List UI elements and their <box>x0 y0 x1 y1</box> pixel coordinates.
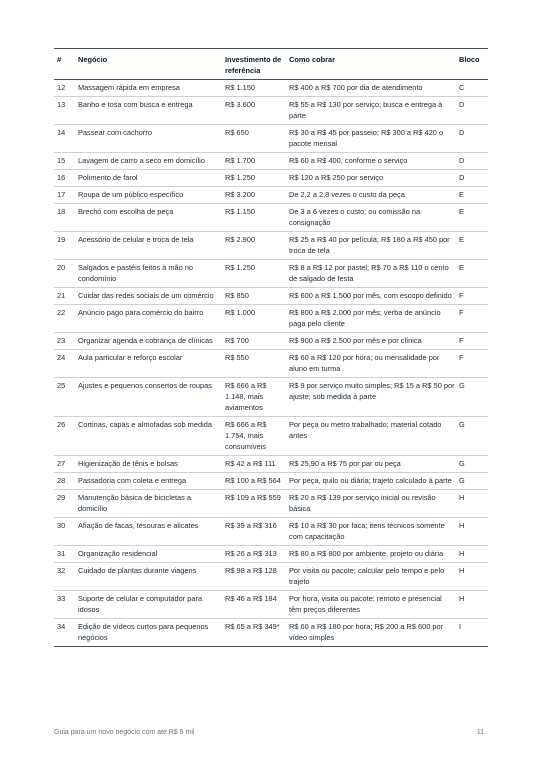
table-row <box>54 187 488 204</box>
table-row <box>54 97 488 125</box>
investment-value: R$ 100 a R$ 564 <box>225 476 281 485</box>
table-row <box>54 490 488 518</box>
row-number: 28 <box>57 476 66 485</box>
business-name: Passear com cachorro <box>78 128 152 137</box>
table-row <box>54 125 488 153</box>
table-row <box>54 563 488 591</box>
row-number: 21 <box>57 291 66 300</box>
block-letter: E <box>459 263 464 272</box>
row-number: 12 <box>57 83 66 92</box>
pricing-method: R$ 60 a R$ 120 por hora; ou mensalidade por aluno em turma <box>289 353 440 373</box>
row-number: 27 <box>57 459 66 468</box>
table-header-row <box>54 49 488 80</box>
investment-value: R$ 1.250 <box>225 173 255 182</box>
pricing-method: R$ 120 a R$ 250 por serviço <box>289 173 384 182</box>
pricing-method: R$ 400 a R$ 700 por dia de atendimento <box>289 83 423 92</box>
table-row <box>54 170 488 187</box>
business-name: Cuidado de plantas durante viagens <box>78 566 197 575</box>
business-name: Suporte de celular e computador para idosos <box>78 594 203 614</box>
block-letter: H <box>459 493 465 502</box>
block-letter: C <box>459 83 465 92</box>
table-row <box>54 546 488 563</box>
investment-value: R$ 1.150 <box>225 83 255 92</box>
table-row <box>54 417 488 456</box>
pricing-method: R$ 60 a R$ 180 por hora; R$ 200 a R$ 600 por vídeo simples <box>289 622 444 642</box>
investment-value: R$ 3.200 <box>225 190 255 199</box>
block-letter: E <box>459 207 464 216</box>
table-row <box>54 473 488 490</box>
block-letter: D <box>459 128 465 137</box>
block-letter: F <box>459 353 464 362</box>
investment-value: R$ 109 a R$ 559 <box>225 493 281 502</box>
table-row <box>54 591 488 619</box>
row-number: 13 <box>57 100 66 109</box>
investment-value: R$ 2.900 <box>225 235 255 244</box>
investment-value: R$ 98 a R$ 128 <box>225 566 277 575</box>
block-letter: F <box>459 336 464 345</box>
pricing-method: Por peça, quilo ou diária; trajeto calculado à parte <box>289 476 452 485</box>
block-letter: D <box>459 100 465 109</box>
block-letter: F <box>459 308 464 317</box>
block-letter: G <box>459 476 465 485</box>
business-name: Salgados e pastéis feitos à mão no condomínio <box>78 263 194 283</box>
table-row <box>54 305 488 333</box>
row-number: 16 <box>57 173 66 182</box>
row-number: 17 <box>57 190 66 199</box>
row-number: 31 <box>57 549 66 558</box>
investment-value: R$ 1.150 <box>225 207 255 216</box>
block-letter: I <box>459 622 462 631</box>
investment-value: R$ 1.000 <box>225 308 255 317</box>
investment-value: R$ 1.700 <box>225 156 255 165</box>
table-row <box>54 288 488 305</box>
row-number: 14 <box>57 128 66 137</box>
row-number: 30 <box>57 521 66 530</box>
business-name: Higienização de tênis e bolsas <box>78 459 178 468</box>
business-name: Cuidar das redes sociais de um comércio <box>78 291 214 300</box>
row-number: 19 <box>57 235 66 244</box>
block-letter: H <box>459 521 465 530</box>
table-row <box>54 619 488 647</box>
business-name: Brechó com escolha de peça <box>78 207 174 216</box>
business-name: Acessório de celular e troca de tela <box>78 235 194 244</box>
block-letter: D <box>459 173 465 182</box>
pricing-method: R$ 25,90 a R$ 75 por par ou peça <box>289 459 401 468</box>
business-name: Polimento de farol <box>78 173 138 182</box>
business-name: Cortinas, capas e almofadas sob medida <box>78 420 212 429</box>
header-number: # <box>57 55 62 64</box>
business-name: Afiação de facas, tesouras e alicates <box>78 521 199 530</box>
footer-page-number: 11 <box>476 729 484 736</box>
pricing-method: R$ 900 a R$ 2.500 por mês e por clínica <box>289 336 422 345</box>
investment-value: R$ 700 <box>225 336 249 345</box>
row-number: 33 <box>57 594 66 603</box>
business-name: Edição de vídeos curtos para pequenos negócios <box>78 622 209 642</box>
table-row <box>54 232 488 260</box>
business-name: Roupa de um público específico <box>78 190 184 199</box>
investment-value: R$ 39 a R$ 316 <box>225 521 277 530</box>
business-name: Ajustes e pequenos consertos de roupas <box>78 381 212 390</box>
block-letter: E <box>459 235 464 244</box>
row-number: 34 <box>57 622 66 631</box>
block-letter: F <box>459 291 464 300</box>
footer-title: Guia para um novo negócio com até R$ 5 mil <box>54 729 195 736</box>
page-content <box>54 48 488 647</box>
header-business: Negócio <box>78 55 108 64</box>
business-name: Banho e tosa com busca e entrega <box>78 100 193 109</box>
investment-value: R$ 666 a R$ 1.148, mais aviamentos <box>225 381 267 412</box>
investment-value: R$ 650 <box>225 128 249 137</box>
pricing-method: Por hora, visita ou pacote; remoto e presencial têm preços diferentes <box>289 594 442 614</box>
pricing-method: R$ 600 a R$ 1.500 por mês, com escopo definido <box>289 291 452 300</box>
row-number: 32 <box>57 566 66 575</box>
business-name: Passadoria com coleta e entrega <box>78 476 187 485</box>
investment-value: R$ 46 a R$ 184 <box>225 594 277 603</box>
business-table <box>54 48 488 647</box>
business-name: Aula particular e reforço escolar <box>78 353 183 362</box>
business-name: Massagem rápida em empresa <box>78 83 180 92</box>
investment-value: R$ 550 <box>225 353 249 362</box>
pricing-method: R$ 8 a R$ 12 por pastel; R$ 70 a R$ 110 o cento de salgado de festa <box>289 263 449 283</box>
table-row <box>54 260 488 288</box>
pricing-method: R$ 55 a R$ 130 por serviço; busca e entrega à parte <box>289 100 443 120</box>
block-letter: H <box>459 566 465 575</box>
row-number: 25 <box>57 381 66 390</box>
pricing-method: De 3 a 6 vezes o custo; ou comissão na consignação <box>289 207 421 227</box>
table-row <box>54 456 488 473</box>
block-letter: G <box>459 459 465 468</box>
business-name: Lavagem de carro a seco em domicílio <box>78 156 205 165</box>
pricing-method: R$ 25 a R$ 40 por película; R$ 180 a R$ 450 por troca de tela <box>289 235 450 255</box>
investment-value: R$ 65 a R$ 349* <box>225 622 280 631</box>
investment-value: R$ 3.600 <box>225 100 255 109</box>
pricing-method: Por peça ou metro trabalhado; material cotado antes <box>289 420 442 440</box>
table-row <box>54 333 488 350</box>
pricing-method: Por visita ou pacote; calcular pelo tempo e pelo trajeto <box>289 566 445 586</box>
block-letter: E <box>459 190 464 199</box>
row-number: 26 <box>57 420 66 429</box>
block-letter: H <box>459 549 465 558</box>
block-letter: D <box>459 156 465 165</box>
row-number: 23 <box>57 336 66 345</box>
table-row <box>54 518 488 546</box>
investment-value: R$ 666 a R$ 1.754, mais consumíveis <box>225 420 267 451</box>
investment-value: R$ 1.250 <box>225 263 255 272</box>
pricing-method: R$ 800 a R$ 2.000 por mês; verba de anúncio paga pelo cliente <box>289 308 441 328</box>
row-number: 15 <box>57 156 66 165</box>
business-name: Manutenção básica de bicicletas a domicílio <box>78 493 191 513</box>
row-number: 29 <box>57 493 66 502</box>
pricing-method: R$ 10 a R$ 30 por faca; itens técnicos somente com capacitação <box>289 521 445 541</box>
table-row <box>54 204 488 232</box>
block-letter: G <box>459 420 465 429</box>
row-number: 22 <box>57 308 66 317</box>
pricing-method: R$ 30 a R$ 45 por passeio; R$ 300 a R$ 420 o pacote mensal <box>289 128 444 148</box>
block-letter: G <box>459 381 465 390</box>
row-number: 20 <box>57 263 66 272</box>
pricing-method: R$ 60 a R$ 400, conforme o serviço <box>289 156 408 165</box>
row-number: 24 <box>57 353 66 362</box>
table-row <box>54 350 488 378</box>
pricing-method: R$ 80 a R$ 800 por ambiente, projeto ou diária <box>289 549 444 558</box>
investment-value: R$ 26 a R$ 313 <box>225 549 277 558</box>
pricing-method: De 2,2 a 2,8 vezes o custo da peça <box>289 190 405 199</box>
pricing-method: R$ 20 a R$ 139 por serviço inicial ou revisão básica <box>289 493 436 513</box>
header-block: Bloco <box>459 55 480 64</box>
business-name: Organizar agenda e cobrança de clínicas <box>78 336 213 345</box>
header-investment: Investimento de referência <box>225 55 282 75</box>
investment-value: R$ 42 a R$ 111 <box>225 459 276 468</box>
business-name: Anúncio pago para comércio do bairro <box>78 308 204 317</box>
pricing-method: R$ 9 por serviço muito simples; R$ 15 a R$ 50 por ajuste; sob medida à parte <box>289 381 455 401</box>
table-row <box>54 80 488 97</box>
business-name: Organização residencial <box>78 549 158 558</box>
table-row <box>54 378 488 417</box>
table-body <box>54 80 488 647</box>
header-pricing: Como cobrar <box>289 55 335 64</box>
block-letter: H <box>459 594 465 603</box>
table-row <box>54 153 488 170</box>
investment-value: R$ 850 <box>225 291 249 300</box>
row-number: 18 <box>57 207 66 216</box>
